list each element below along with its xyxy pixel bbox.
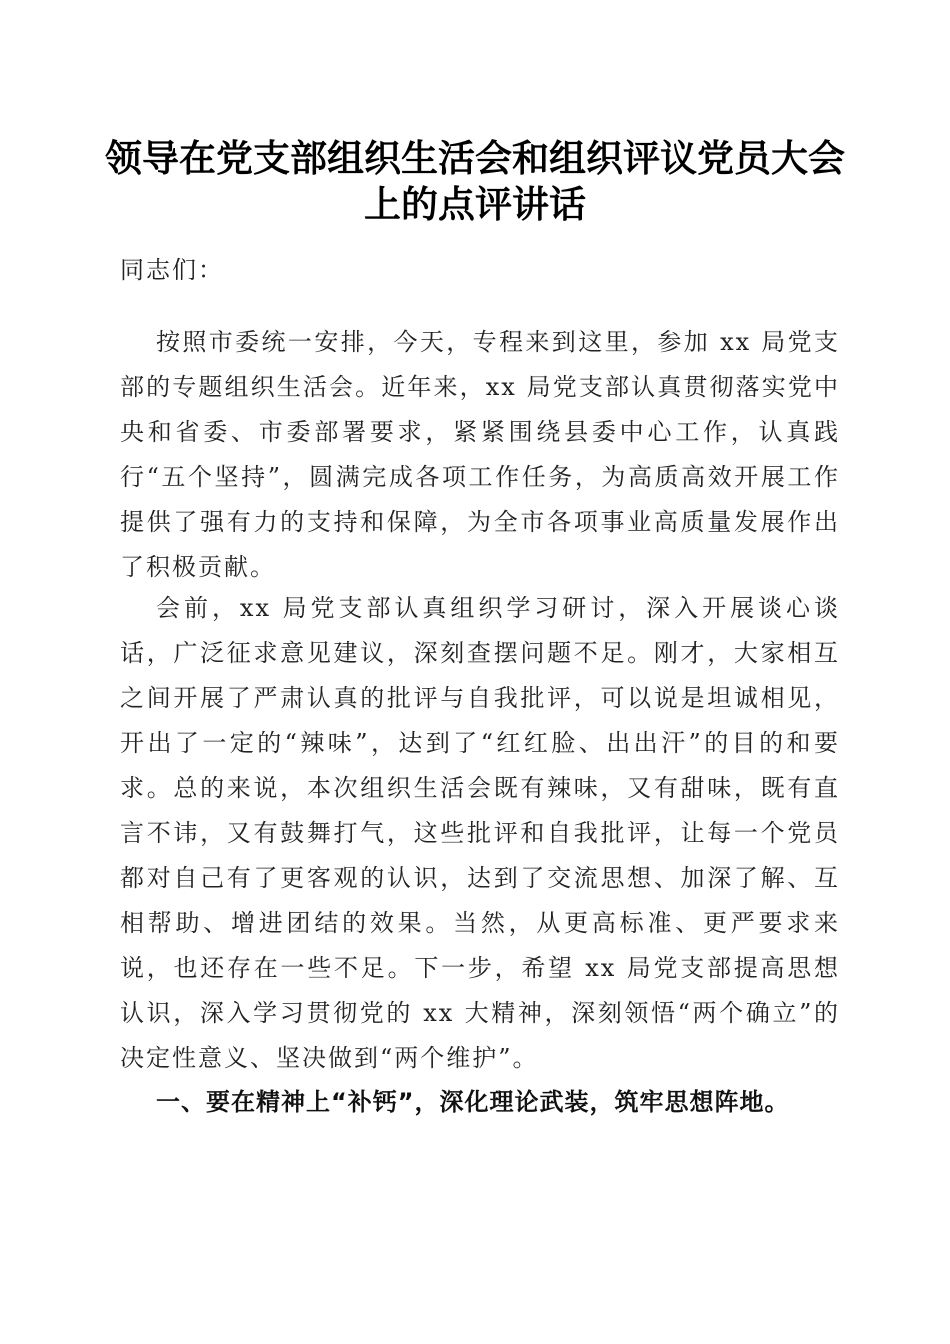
paragraph-2: 会前，xx 局党支部认真组织学习研讨，深入开展谈心谈话，广泛征求意见建议，深刻查摆问题不足。刚才，大家相互之间开展了严肃认真的批评与自我批评，可以说是坦诚相见，开出了一定的“辣味”，达到了“红红脸、出出汗”的目的和要求。总的来说，本次组织生活会既有辣味，又有甜味，既有直言不讳，又有鼓舞打气，这些批评和自我批评，让每一个党员都对自己有了更客观的认识，达到了交流思想、加深了解、互相帮助、增进团结的效果。当然，从更高标准、更严要求来说，也还存在一些不足。下一步，希望 xx 局党支部提高思想认识，深入学习贯彻党的 xx 大精神，深刻领悟“两个确立”的决定性意义、坚决做到“两个维护”。 [120, 594, 840, 1072]
section-heading-1: 一、要在精神上“补钙”，深化理论武装，筑牢思想阵地。 [156, 1088, 790, 1116]
paragraph-1: 按照市委统一安排，今天，专程来到这里，参加 xx 局党支部的专题组织生活会。近年来，xx 局党支部认真贯彻落实党中央和省委、市委部署要求，紧紧围绕县委中心工作，认真践行“五个坚持”，圆满完成各项工作任务，为高质高效开展工作提供了强有力的支持和保障，为全市各项事业高质量发展作出了积极贡献。 [120, 328, 840, 581]
document-title-line-2: 上的点评讲话 [364, 182, 586, 226]
document-title-line-1: 领导在党支部组织生活会和组织评议党员大会 [105, 136, 845, 180]
salutation: 同志们： [120, 256, 224, 284]
